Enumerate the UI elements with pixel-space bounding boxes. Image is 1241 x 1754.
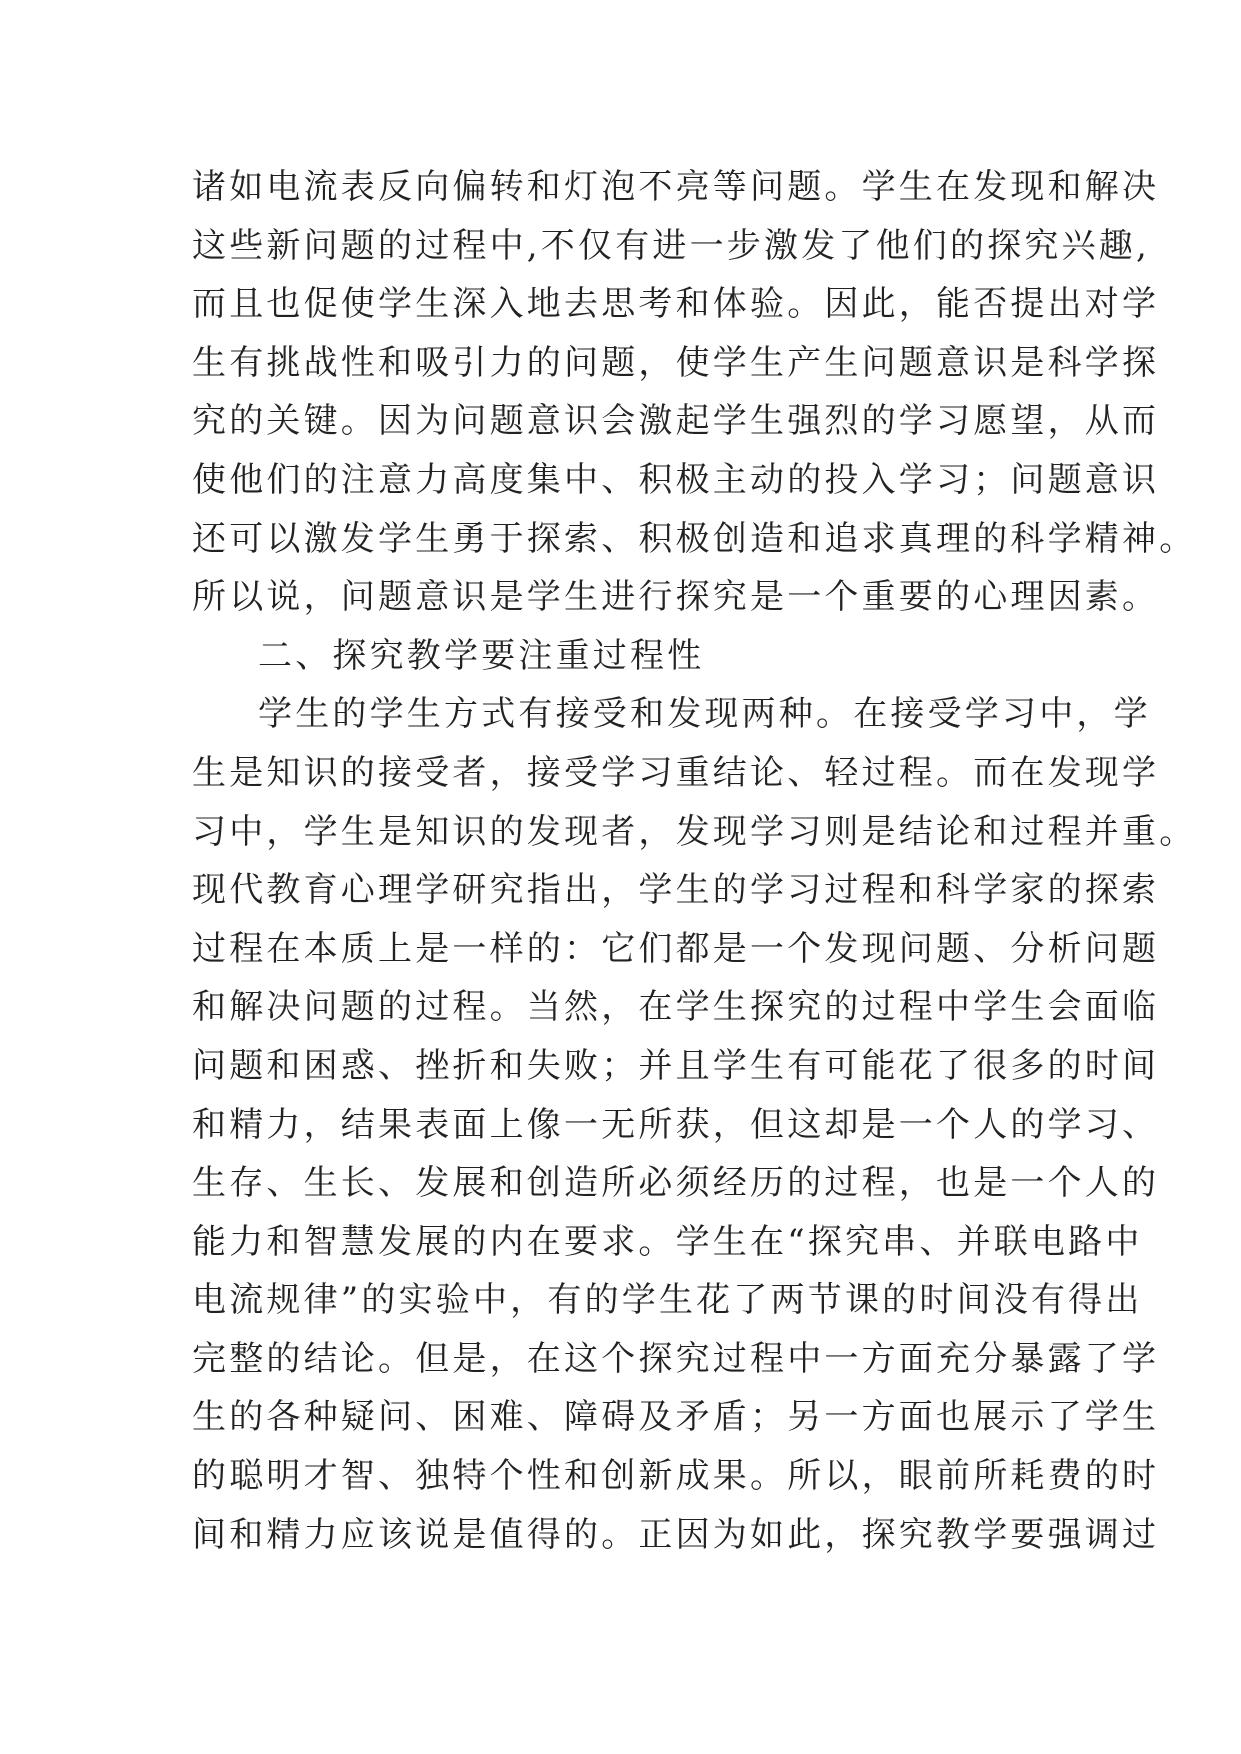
text-line: 的聪明才智、独特个性和创新成果。所以，眼前所耗费的时 [192,1456,1160,1497]
text-line: 和精力，结果表面上像一无所获，但这却是一个人的学习、 [192,1104,1160,1145]
text-line: 所以说，问题意识是学生进行探究是一个重要的心理因素。 [192,577,1160,618]
text-line: 使他们的注意力高度集中、积极主动的投入学习；问题意识 [192,459,1160,500]
paragraph-start-line: 学生的学生方式有接受和发现两种。在接受学习中，学 [258,694,1151,735]
text-line: 现代教育心理学研究指出，学生的学习过程和科学家的探索 [192,870,1160,911]
text-line: 究的关键。因为问题意识会激起学生强烈的学习愿望，从而 [192,401,1160,442]
text-line: 电流规律”的实验中，有的学生花了两节课的时间没有得出 [192,1280,1143,1321]
text-line: 生有挑战性和吸引力的问题，使学生产生问题意识是科学探 [192,342,1160,383]
text-line: 诸如电流表反向偏转和灯泡不亮等问题。学生在发现和解决 [192,167,1160,207]
text-line: 而且也促使学生深入地去思考和体验。因此，能否提出对学 [192,284,1160,325]
text-line: 这些新问题的过程中,不仅有进一步激发了他们的探究兴趣, [192,225,1151,266]
text-line: 间和精力应该说是值得的。正因为如此，探究教学要强调过 [192,1514,1160,1555]
text-line: 习中，学生是知识的发现者，发现学习则是结论和过程并重。 [192,811,1197,852]
text-line: 生存、生长、发展和创造所必须经历的过程，也是一个人的 [192,1163,1160,1204]
text-line: 还可以激发学生勇于探索、积极创造和追求真理的科学精神。 [192,518,1197,559]
text-line: 问题和困惑、挫折和失败；并且学生有可能花了很多的时间 [192,1045,1160,1086]
section-heading: 二、探究教学要注重过程性 [258,635,705,676]
text-line: 过程在本质上是一样的：它们都是一个发现问题、分析问题 [192,928,1160,969]
text-line: 能力和智慧发展的内在要求。学生在“探究串、并联电路中 [192,1221,1143,1262]
body-text [192,158,1197,1564]
text-line: 完整的结论。但是，在这个探究过程中一方面充分暴露了学 [192,1338,1160,1379]
text-line: 生是知识的接受者，接受学习重结论、轻过程。而在发现学 [192,752,1160,793]
text-line: 生的各种疑问、困难、障碍及矛盾；另一方面也展示了学生 [192,1397,1160,1438]
text-line: 和解决问题的过程。当然，在学生探究的过程中学生会面临 [192,987,1160,1028]
